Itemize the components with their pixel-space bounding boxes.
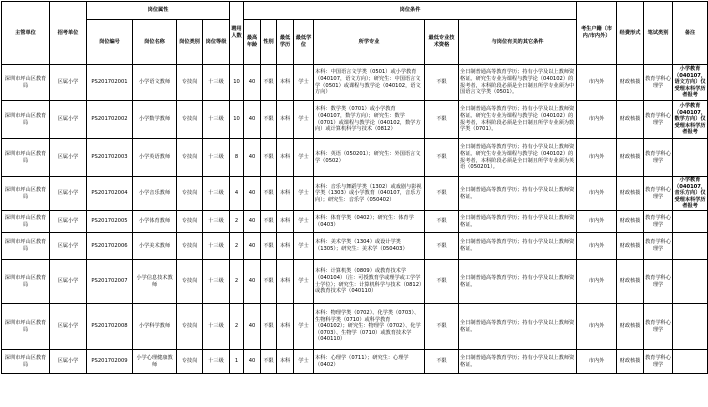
- authority-cell: 深圳市坪山区教育局: [2, 211, 50, 233]
- post-name-cell: 小学科学教师: [133, 304, 177, 350]
- gender-cell: 不限: [261, 233, 277, 260]
- post-code-cell: PS201702006: [87, 233, 133, 260]
- hire-count-cell: 10: [230, 65, 244, 101]
- exam-type-cell: 教育学科心理学: [644, 260, 673, 304]
- header-authority: 主管单位: [2, 2, 50, 65]
- funding-cell: 财政核拨: [617, 304, 644, 350]
- other-conditions-cell: 全日制普通高等教育学历；持有小学及以上教师资格证。: [459, 177, 577, 211]
- other-conditions-cell: 全日制普通高等教育学历；持有小学及以上教师资格证。: [459, 260, 577, 304]
- min-edu-cell: 本科: [277, 211, 294, 233]
- funding-cell: 财政核拨: [617, 177, 644, 211]
- max-age-cell: 40: [244, 233, 261, 260]
- table-row: [2, 211, 708, 233]
- gender-cell: 不限: [261, 177, 277, 211]
- max-age-cell: 40: [244, 211, 261, 233]
- other-conditions-cell: 全日制普通高等教育学历；持有小学及以上教师资格证。: [459, 211, 577, 233]
- post-code-cell: PS201702004: [87, 177, 133, 211]
- post-name-cell: 小学英语教师: [133, 139, 177, 177]
- header-recruiter: 招考单位: [50, 2, 87, 65]
- major-cell: 本科：音乐与舞蹈学类（1302）或戏剧与影视学类（1303）或小学教育（040107，音乐方向）；研究生：音乐学（050402）: [314, 177, 425, 211]
- authority-cell: 深圳市坪山区教育局: [2, 177, 50, 211]
- post-name-cell: 小学音乐教师: [133, 177, 177, 211]
- post-category-cell: 专技岗: [177, 101, 203, 139]
- funding-cell: 财政核拨: [617, 65, 644, 101]
- funding-cell: 财政核拨: [617, 101, 644, 139]
- other-conditions-cell: 全日制普通高等教育学历；持有小学及以上教师资格证。: [459, 350, 577, 374]
- post-category-cell: 专技岗: [177, 211, 203, 233]
- min-degree-cell: 学士: [294, 65, 314, 101]
- post-name-cell: 小学语文教师: [133, 65, 177, 101]
- post-name-cell: 小学信息技术教师: [133, 260, 177, 304]
- authority-cell: 深圳市坪山区教育局: [2, 260, 50, 304]
- authority-cell: 深圳市坪山区教育局: [2, 304, 50, 350]
- remarks-cell: [673, 211, 708, 233]
- major-cell: 本科：美术学类（1304）或设计学类（1305）；研究生：美术学（050403）: [314, 233, 425, 260]
- hire-count-cell: 2: [230, 304, 244, 350]
- table-body: [2, 65, 708, 374]
- funding-cell: 财政核拨: [617, 211, 644, 233]
- min-qual-cell: 不限: [425, 101, 459, 139]
- header-max-age: 最高年龄: [244, 20, 261, 65]
- min-edu-cell: 本科: [277, 233, 294, 260]
- min-qual-cell: 不限: [425, 65, 459, 101]
- remarks-cell: [673, 350, 708, 374]
- post-code-cell: PS201702005: [87, 211, 133, 233]
- funding-cell: 财政核拨: [617, 139, 644, 177]
- other-conditions-cell: 全日制普通高等教育学历；持有小学及以上教师资格证。: [459, 304, 577, 350]
- household-cell: 市内外: [577, 350, 617, 374]
- min-degree-cell: 学士: [294, 233, 314, 260]
- funding-cell: 财政核拨: [617, 260, 644, 304]
- household-cell: 市内外: [577, 139, 617, 177]
- major-cell: 本科：数学类（0701）或小学教育（040107，数学方向）；研究生：数学（0701）或课程与教学论（040102，数学方向）或计算机科学与技术（0812）: [314, 101, 425, 139]
- table-row: [2, 350, 708, 374]
- post-name-cell: 小学美术教师: [133, 233, 177, 260]
- post-grade-cell: 十三级: [203, 304, 230, 350]
- remarks-cell: 小学教育（040107，音乐方向）仅受理本科学历者报考: [674, 177, 707, 210]
- post-grade-cell: 十三级: [203, 139, 230, 177]
- post-name-cell: 小学心理健康教师: [133, 350, 177, 374]
- remarks-cell: [673, 260, 708, 304]
- header-exam-type: 笔试类别: [644, 2, 673, 65]
- hire-count-cell: 2: [230, 260, 244, 304]
- exam-type-cell: 教育学科心理学: [644, 139, 673, 177]
- funding-cell: 财政核拨: [617, 233, 644, 260]
- min-edu-cell: 本科: [277, 304, 294, 350]
- exam-type-cell: 教育学科心理学: [644, 211, 673, 233]
- recruiter-cell: 区属小学: [50, 260, 87, 304]
- hire-count-cell: 1: [230, 350, 244, 374]
- min-qual-cell: 不限: [425, 233, 459, 260]
- authority-cell: 深圳市坪山区教育局: [2, 233, 50, 260]
- household-cell: 市内外: [577, 65, 617, 101]
- table-row: [2, 65, 708, 101]
- min-qual-cell: 不限: [425, 211, 459, 233]
- table-row: [2, 101, 708, 139]
- table-row: [2, 304, 708, 350]
- other-conditions-cell: 全日制普通高等教育学历；持有小学及以上教师资格证。研究生专业为课程与教学论（040102）的报考者，本科阶段必须是全日制且所学专业须为中国语言文学类（0501）。: [459, 65, 577, 101]
- remarks-cell: [673, 233, 708, 260]
- header-post-attr: 岗位属性: [87, 2, 230, 20]
- exam-type-cell: 教育学科心理学: [644, 65, 673, 101]
- remarks-cell: 小学教育（040107，语文方向）仅受理本科学历者报考: [673, 65, 708, 101]
- post-grade-cell: 十三级: [203, 233, 230, 260]
- min-edu-cell: 本科: [277, 65, 294, 101]
- post-grade-cell: 十三级: [203, 101, 230, 139]
- header-major: 所学专业: [314, 20, 425, 65]
- min-qual-cell: 不限: [425, 350, 459, 374]
- header-min-degree: 最低学位: [294, 20, 314, 65]
- authority-cell: 深圳市坪山区教育局: [2, 139, 50, 177]
- gender-cell: 不限: [261, 139, 277, 177]
- post-code-cell: PS201702007: [87, 260, 133, 304]
- header-gender: 性别: [261, 20, 277, 65]
- household-cell: 市内外: [577, 233, 617, 260]
- post-category-cell: 专技岗: [177, 139, 203, 177]
- household-cell: 市内外: [577, 101, 617, 139]
- max-age-cell: 40: [244, 304, 261, 350]
- post-code-cell: PS201702001: [87, 65, 133, 101]
- header-remarks: 备注: [673, 2, 708, 65]
- max-age-cell: 40: [244, 350, 261, 374]
- min-degree-cell: 学士: [294, 211, 314, 233]
- other-conditions-cell: 全日制普通高等教育学历；持有小学及以上教师资格证。: [459, 233, 577, 260]
- post-code-cell: PS201702009: [87, 350, 133, 374]
- funding-cell: 财政核拨: [617, 350, 644, 374]
- recruiter-cell: 区属小学: [50, 211, 87, 233]
- post-category-cell: 专技岗: [177, 350, 203, 374]
- header-min-qual: 最低专业技术资格: [425, 20, 459, 65]
- header-hire-count: 聘用人数: [230, 2, 244, 65]
- table-row: [2, 260, 708, 304]
- post-name-cell: 小学数学教师: [133, 101, 177, 139]
- authority-cell: 深圳市坪山区教育局: [2, 101, 50, 139]
- gender-cell: 不限: [261, 65, 277, 101]
- header-post-code: 岗位编号: [87, 20, 133, 65]
- gender-cell: 不限: [261, 260, 277, 304]
- recruiter-cell: 区属小学: [50, 139, 87, 177]
- table-row: [2, 139, 708, 177]
- post-category-cell: 专技岗: [177, 304, 203, 350]
- household-cell: 市内外: [577, 211, 617, 233]
- major-cell: 本科：体育学类（0402）；研究生：体育学（0403）: [314, 211, 425, 233]
- post-category-cell: 专技岗: [177, 65, 203, 101]
- header-post-grade: 岗位等级: [203, 20, 230, 65]
- min-edu-cell: 本科: [277, 101, 294, 139]
- post-grade-cell: 十三级: [203, 260, 230, 304]
- header-post-category: 岗位类别: [177, 20, 203, 65]
- exam-type-cell: 教育学科心理学: [644, 350, 673, 374]
- header-post-conditions: 岗位条件: [244, 2, 577, 20]
- hire-count-cell: 10: [230, 101, 244, 139]
- min-qual-cell: 不限: [425, 304, 459, 350]
- header-other: 与岗位有关的其它条件: [459, 20, 577, 65]
- exam-type-cell: 教育学科心理学: [644, 177, 673, 211]
- other-conditions-cell: 全日制普通高等教育学历；持有小学及以上教师资格证。研究生专业为课程与教学论（040102）的报考者，本科阶段必须是全日制且所学专业须为英语（050201）。: [459, 139, 577, 177]
- exam-type-cell: 教育学科心理学: [644, 233, 673, 260]
- post-category-cell: 专技岗: [177, 233, 203, 260]
- post-code-cell: PS201702003: [87, 139, 133, 177]
- major-cell: 本科：心理学（0711）；研究生：心理学（0402）: [314, 350, 425, 374]
- header-funding: 经费形式: [617, 2, 644, 65]
- table-row: [2, 177, 708, 211]
- major-cell: 本科：中国语言文学类（0501）或小学教育（040107，语文方向）；研究生：中国语言文学（0501）或课程与教学论（040102，语文方向）: [314, 65, 425, 101]
- max-age-cell: 40: [244, 260, 261, 304]
- min-qual-cell: 不限: [425, 260, 459, 304]
- min-edu-cell: 本科: [277, 260, 294, 304]
- max-age-cell: 40: [244, 139, 261, 177]
- recruiter-cell: 区属小学: [50, 177, 87, 211]
- recruiter-cell: 区属小学: [50, 101, 87, 139]
- header-min-edu: 最低学历: [277, 20, 294, 65]
- household-cell: 市内外: [577, 260, 617, 304]
- gender-cell: 不限: [261, 304, 277, 350]
- min-degree-cell: 学士: [294, 177, 314, 211]
- min-degree-cell: 学士: [294, 260, 314, 304]
- authority-cell: 深圳市坪山区教育局: [2, 350, 50, 374]
- remarks-cell: 小学教育（040107，数学方向）仅受理本科学历者报考: [673, 101, 708, 139]
- remarks-cell: [673, 304, 708, 350]
- min-edu-cell: 本科: [277, 139, 294, 177]
- major-cell: 本科：物理学类（0702）、化学类（0703）、生物科学类（0710）或科学教育（040102）；研究生：物理学（0702）、化学（0703）、生物学（0710）或教育技术学（040110）: [314, 304, 425, 350]
- max-age-cell: 40: [244, 177, 261, 211]
- post-name-cell: 小学体育教师: [133, 211, 177, 233]
- recruiter-cell: 区属小学: [50, 65, 87, 101]
- hire-count-cell: 2: [230, 233, 244, 260]
- major-cell: 本科：英语（050201）；研究生：外国语言文学（0502）: [314, 139, 425, 177]
- post-category-cell: 专技岗: [177, 177, 203, 211]
- min-degree-cell: 学士: [294, 304, 314, 350]
- recruiter-cell: 区属小学: [50, 350, 87, 374]
- post-grade-cell: 十三级: [203, 65, 230, 101]
- gender-cell: 不限: [261, 350, 277, 374]
- recruiter-cell: 区属小学: [50, 233, 87, 260]
- household-cell: 市内外: [577, 177, 617, 211]
- remarks-cell: [673, 139, 708, 177]
- min-degree-cell: 学士: [294, 350, 314, 374]
- recruitment-table: [1, 1, 708, 374]
- post-category-cell: 专技岗: [177, 260, 203, 304]
- min-qual-cell: 不限: [425, 177, 459, 211]
- hire-count-cell: 8: [230, 139, 244, 177]
- post-code-cell: PS201702008: [87, 304, 133, 350]
- post-code-cell: PS201702002: [87, 101, 133, 139]
- authority-cell: 深圳市坪山区教育局: [2, 65, 50, 101]
- post-grade-cell: 十三级: [203, 211, 230, 233]
- min-degree-cell: 学士: [294, 101, 314, 139]
- max-age-cell: 40: [244, 101, 261, 139]
- header-household: 考生户籍（市内/市内外）: [577, 2, 617, 65]
- post-grade-cell: 十三级: [203, 177, 230, 211]
- min-degree-cell: 学士: [294, 139, 314, 177]
- max-age-cell: 40: [244, 65, 261, 101]
- other-conditions-cell: 全日制普通高等教育学历；持有小学及以上教师资格证。研究生专业为课程与教学论（040102）的报考者，本科阶段必须是全日制且所学专业须为数学类（0701）。: [459, 101, 577, 139]
- post-grade-cell: 十三级: [203, 350, 230, 374]
- min-edu-cell: 本科: [277, 350, 294, 374]
- min-qual-cell: 不限: [425, 139, 459, 177]
- gender-cell: 不限: [261, 101, 277, 139]
- exam-type-cell: 教育学科心理学: [644, 304, 673, 350]
- hire-count-cell: 2: [230, 211, 244, 233]
- gender-cell: 不限: [261, 211, 277, 233]
- min-edu-cell: 本科: [277, 177, 294, 211]
- exam-type-cell: 教育学科心理学: [644, 101, 673, 139]
- header-post-name: 岗位名称: [133, 20, 177, 65]
- household-cell: 市内外: [577, 304, 617, 350]
- recruiter-cell: 区属小学: [50, 304, 87, 350]
- major-cell: 本科：计算机类（0809）或教育技术学（040104）（注：可授教育学或理学或工学学士学位）；研究生：计算机科学与技术（0812）或教育技术学（040110）: [314, 260, 425, 304]
- hire-count-cell: 4: [230, 177, 244, 211]
- table-row: [2, 233, 708, 260]
